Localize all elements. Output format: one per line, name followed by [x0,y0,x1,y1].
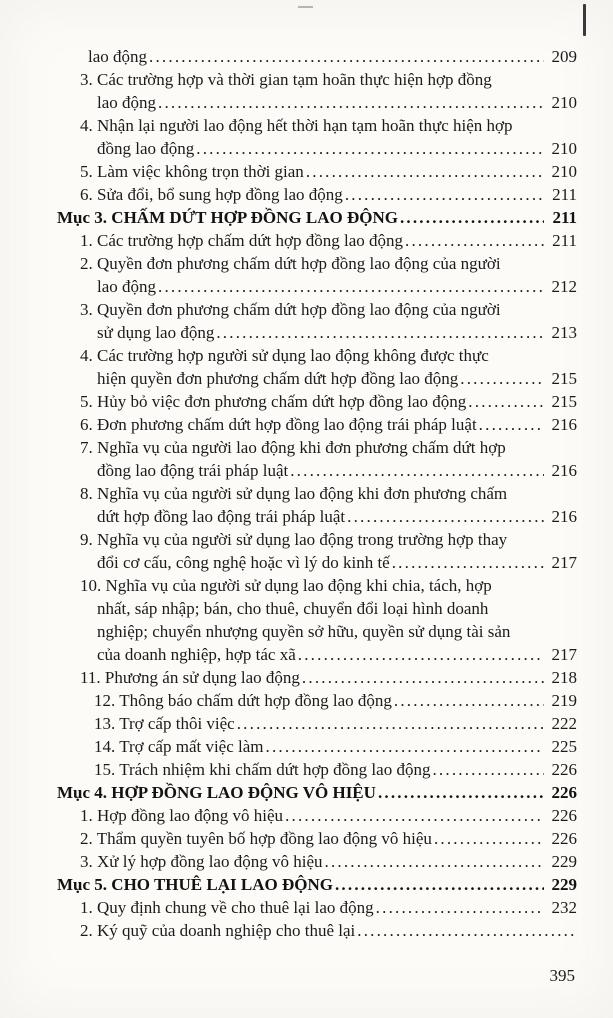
toc-entry [57,298,577,344]
dot-leader [285,804,544,827]
toc-line [57,91,577,114]
toc-entry-page-number: 222 [551,714,577,733]
toc-entry-page-number: 216 [551,461,577,480]
toc-line [57,298,577,321]
dot-leader [290,459,544,482]
toc-line [57,781,577,804]
toc-entry-text: 15. Trách nhiệm khi chấm dứt hợp đồng lao động [94,760,431,779]
toc-entry-page-number: 226 [551,829,577,848]
toc-line [57,459,577,482]
toc-line [57,206,577,229]
toc-entry [57,827,577,850]
dot-leader [306,160,544,183]
dot-leader [468,390,544,413]
toc-line [57,574,577,597]
toc-line [57,827,577,850]
toc-entry-text: 10. Nghĩa vụ của người sử dụng lao động khi chia, tách, hợp [80,576,492,595]
toc-entry-text: 1. Quy định chung về cho thuê lại lao động [80,898,374,917]
toc-entry-text: của doanh nghiệp, hợp tác xã [97,645,296,664]
toc-entry [57,160,577,183]
toc-line [57,873,577,896]
toc-entry-text: 2. Ký quỹ của doanh nghiệp cho thuê lại [80,921,356,940]
toc-entry [57,344,577,390]
dot-leader [158,275,544,298]
toc-line [57,643,577,666]
toc-entry-text: 8. Nghĩa vụ của người sử dụng lao động khi đơn phương chấm [80,484,508,503]
toc-entry [57,45,577,68]
toc-entry-text: 2. Thẩm quyền tuyên bố hợp đồng lao động vô hiệu [80,829,432,848]
toc-entry-text: 1. Hợp đồng lao động vô hiệu [80,806,284,825]
toc-entry-text: 3. Quyền đơn phương chấm dứt hợp đồng lao động của người [80,300,501,319]
toc-entry [57,804,577,827]
toc-entry-page-number: 217 [551,645,577,664]
dot-leader [460,367,544,390]
toc-entry [57,689,577,712]
toc-entry [57,896,577,919]
toc-line [57,114,577,137]
toc-entry [57,850,577,873]
toc-line [57,137,577,160]
toc-entry-text: 13. Trợ cấp thôi việc [94,714,235,733]
dot-leader [376,896,544,919]
toc-line [57,229,577,252]
toc-entry [57,666,577,689]
toc-entry-page-number: 215 [551,392,577,411]
toc-entry-text: 3. Xử lý hợp đồng lao động vô hiệu [80,852,323,871]
dot-leader [237,712,544,735]
toc-entry-text: 1. Các trường hợp chấm dứt hợp đồng lao động [80,231,404,250]
dot-leader [357,919,574,942]
toc-entry-page-number: 216 [551,415,577,434]
toc-entry [57,574,577,666]
toc-entry [57,528,577,574]
toc-line [57,183,577,206]
toc-entry-page-number: 209 [551,47,577,66]
dot-leader [335,873,544,896]
toc-section-heading [57,781,577,804]
toc-entry [57,758,577,781]
dot-leader [266,735,544,758]
toc-line [57,689,577,712]
toc-entry-text: hiện quyền đơn phương chấm dứt hợp đồng lao động [97,369,459,388]
toc-section-heading [57,873,577,896]
toc-entry-text: Mục 5. CHO THUÊ LẠI LAO ĐỘNG [57,875,333,894]
toc-entry [57,229,577,252]
dot-leader [432,758,544,781]
toc-entry-page-number: 219 [551,691,577,710]
toc-line [57,505,577,528]
dot-leader [196,137,544,160]
dot-leader [216,321,544,344]
toc-entry-text: đổi cơ cấu, công nghệ hoặc vì lý do kinh tế [97,553,390,572]
toc-line [57,367,577,390]
toc-entry-page-number: 215 [551,369,577,388]
toc-entry-page-number: 225 [551,737,577,756]
toc-line [57,597,577,620]
scan-artifact-smudge [298,6,313,8]
toc-entry-text: lao động [97,93,157,112]
dot-leader [149,45,544,68]
toc-line [57,45,577,68]
toc-entry-text: 12. Thông báo chấm dứt hợp đồng lao động [94,691,392,710]
dot-leader [347,505,544,528]
toc-line [57,413,577,436]
dot-leader [325,850,545,873]
page-folio: 395 [549,966,575,985]
toc-entry-text: 4. Nhận lại người lao động hết thời hạn tạm hoãn thực hiện hợp [80,116,513,135]
toc-line [57,160,577,183]
toc-entry-page-number: 229 [551,875,577,894]
table-of-contents [57,45,577,942]
toc-entry-page-number: 210 [551,93,577,112]
dot-leader [479,413,544,436]
toc-entry-text: 5. Làm việc không trọn thời gian [80,162,304,181]
toc-entry [57,413,577,436]
dot-leader [302,666,544,689]
toc-line [57,482,577,505]
toc-line [57,666,577,689]
toc-entry-page-number: 226 [551,806,577,825]
toc-line [57,275,577,298]
toc-entry-text: 5. Hủy bỏ việc đơn phương chấm dứt hợp đồng lao động [80,392,467,411]
toc-entry-page-number: 210 [551,139,577,158]
dot-leader [400,206,544,229]
toc-entry-text: đồng lao động trái pháp luật [97,461,289,480]
toc-entry [57,183,577,206]
dot-leader [434,827,544,850]
dot-leader [394,689,544,712]
toc-entry-page-number: 217 [551,553,577,572]
toc-entry [57,735,577,758]
toc-entry-text: Mục 3. CHẤM DỨT HỢP ĐỒNG LAO ĐỘNG [57,208,398,227]
toc-entry-text: nhất, sáp nhập; bán, cho thuê, chuyển đổi loại hình doanh [97,599,489,618]
toc-entry-text: 14. Trợ cấp mất việc làm [94,737,264,756]
toc-line [57,620,577,643]
toc-entry-page-number: 218 [551,668,577,687]
dot-leader [392,551,544,574]
toc-entry-text: 6. Sửa đổi, bổ sung hợp đồng lao động [80,185,343,204]
toc-entry-text: lao động [97,277,157,296]
toc-section-heading [57,206,577,229]
toc-entry-page-number: 211 [552,231,577,250]
toc-entry-page-number: 216 [551,507,577,526]
toc-entry-text: Mục 4. HỢP ĐỒNG LAO ĐỘNG VÔ HIỆU [57,783,376,802]
toc-entry-page-number: 226 [551,760,577,779]
toc-entry-text: 2. Quyền đơn phương chấm dứt hợp đồng lao động của người [80,254,501,273]
toc-line [57,528,577,551]
toc-entry-text: 3. Các trường hợp và thời gian tạm hoãn thực hiện hợp đồng [80,70,492,89]
toc-line [57,735,577,758]
toc-entry-text: 11. Phương án sử dụng lao động [80,668,300,687]
toc-line [57,758,577,781]
dot-leader [405,229,544,252]
toc-entry-page-number: 212 [551,277,577,296]
toc-entry-text: sử dụng lao động [97,323,215,342]
toc-line [57,804,577,827]
toc-entry-text: 7. Nghĩa vụ của người lao động khi đơn phương chấm dứt hợp [80,438,506,457]
toc-entry-page-number: 213 [551,323,577,342]
toc-line [57,68,577,91]
toc-entry [57,712,577,735]
toc-entry [57,482,577,528]
toc-entry-text: 6. Đơn phương chấm dứt hợp đồng lao động trái pháp luật [80,415,477,434]
toc-entry-page-number: 232 [551,898,577,917]
toc-entry-text: đồng lao động [97,139,195,158]
toc-line [57,712,577,735]
toc-entry-text: lao động [88,47,148,66]
toc-entry-page-number: 226 [551,783,577,802]
toc-entry-text: 4. Các trường hợp người sử dụng lao động không được thực [80,346,489,365]
dot-leader [298,643,544,666]
toc-entry-text: dứt hợp đồng lao động trái pháp luật [97,507,346,526]
toc-entry-page-number: 229 [551,852,577,871]
scan-artifact-mark [583,4,586,36]
toc-entry [57,114,577,160]
toc-line [57,321,577,344]
toc-line [57,252,577,275]
toc-entry-text: nghiệp; chuyển nhượng quyền sở hữu, quyền sử dụng tài sản [97,622,511,641]
toc-entry [57,436,577,482]
toc-line [57,551,577,574]
toc-line [57,896,577,919]
toc-line [57,436,577,459]
toc-entry-page-number: 211 [552,185,577,204]
toc-line [57,344,577,367]
toc-line [57,919,577,942]
toc-entry-text: 9. Nghĩa vụ của người sử dụng lao động trong trường hợp thay [80,530,508,549]
toc-entry [57,919,577,942]
toc-entry-page-number: 211 [552,208,577,227]
toc-line [57,390,577,413]
dot-leader [158,91,544,114]
dot-leader [378,781,544,804]
toc-line [57,850,577,873]
toc-entry-page-number: 210 [551,162,577,181]
toc-entry [57,252,577,298]
toc-entry [57,68,577,114]
toc-entry [57,390,577,413]
dot-leader [345,183,544,206]
